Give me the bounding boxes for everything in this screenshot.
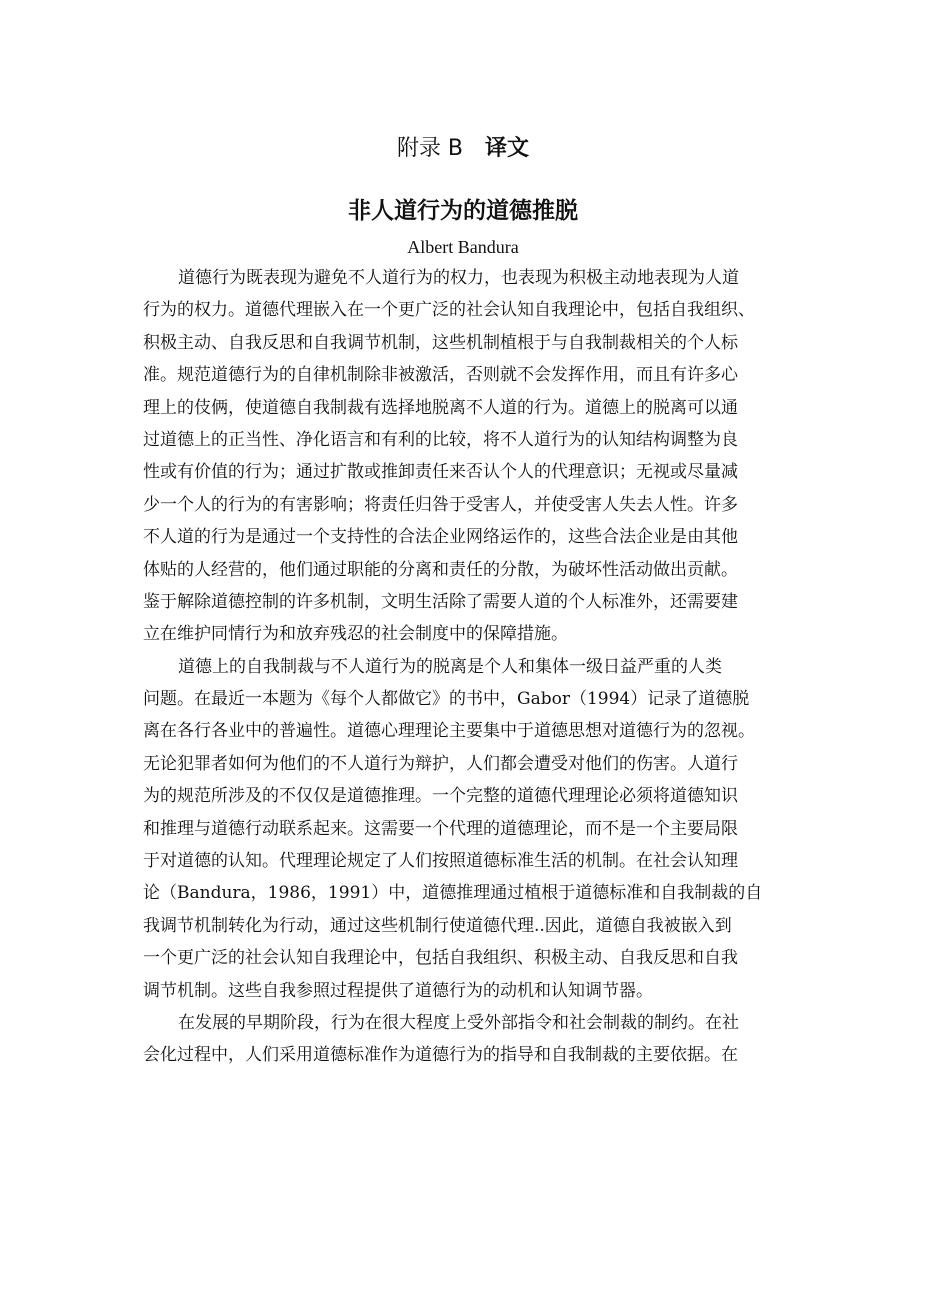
body-line: 问题。在最近一本题为《每个人都做它》的书中，Gabor（1994）记录了道德脱 bbox=[143, 689, 750, 710]
body-line: 立在维护同情行为和放弃残忍的社会制度中的保障措施。 bbox=[143, 624, 568, 645]
body-line: 道德上的自我制裁与不人道行为的脱离是个人和集体一级日益严重的人类 bbox=[178, 656, 722, 677]
body-line: 行为的权力。道德代理嵌入在一个更广泛的社会认知自我理论中，包括自我组织、 bbox=[143, 300, 755, 321]
body-line: 鉴于解除道德控制的许多机制，文明生活除了需要人道的个人标准外，还需要建 bbox=[143, 591, 738, 612]
body-line: 积极主动、自我反思和自我调节机制，这些机制植根于与自我制裁相关的个人标 bbox=[143, 332, 738, 353]
body-line: 我调节机制转化为行动，通过这些机制行使道德代理..因此，道德自我被嵌入到 bbox=[143, 915, 732, 936]
body-text bbox=[143, 262, 793, 1072]
body-line: 性或有价值的行为；通过扩散或推卸责任来否认个人的代理意识；无视或尽量减 bbox=[143, 462, 738, 483]
body-line: 体贴的人经营的，他们通过职能的分离和责任的分散，为破坏性活动做出贡献。 bbox=[143, 559, 738, 580]
body-line: 一个更广泛的社会认知自我理论中，包括自我组织、积极主动、自我反思和自我 bbox=[143, 948, 738, 969]
body-line: 和推理与道德行动联系起来。这需要一个代理的道德理论，而不是一个主要局限 bbox=[143, 818, 738, 839]
body-line: 离在各行各业中的普遍性。道德心理理论主要集中于道德思想对道德行为的忽视。 bbox=[143, 721, 755, 742]
body-line: 过道德上的正当性、净化语言和有利的比较，将不人道行为的认知结构调整为良 bbox=[143, 429, 738, 450]
article-author: Albert Bandura bbox=[407, 237, 519, 257]
body-line: 道德行为既表现为避免不人道行为的权力，也表现为积极主动地表现为人道 bbox=[178, 268, 739, 288]
appendix-heading bbox=[0, 133, 926, 165]
body-line: 会化过程中，人们采用道德标准作为道德行为的指导和自我制裁的主要依据。在 bbox=[143, 1045, 738, 1066]
body-line: 在发展的早期阶段，行为在很大程度上受外部指令和社会制裁的制约。在社 bbox=[178, 1012, 739, 1033]
body-line: 于对道德的认知。代理理论规定了人们按照道德标准生活的机制。在社会认知理 bbox=[143, 851, 738, 872]
body-line: 调节机制。这些自我参照过程提供了道德行为的动机和认知调节器。 bbox=[143, 980, 653, 1001]
body-line: 不人道的行为是通过一个支持性的合法企业网络运作的，这些合法企业是由其他 bbox=[143, 527, 738, 548]
body-line: 理上的伎俩，使道德自我制裁有选择地脱离不人道的行为。道德上的脱离可以通 bbox=[143, 397, 738, 418]
body-line: 无论犯罪者如何为他们的不人道行为辩护，人们都会遭受对他们的伤害。人道行 bbox=[143, 753, 738, 774]
body-line: 少一个人的行为的有害影响；将责任归咎于受害人，并使受害人失去人性。许多 bbox=[143, 494, 738, 515]
appendix-label: 附录 B bbox=[396, 136, 464, 161]
body-line: 论（Bandura，1986，1991）中，道德推理通过植根于道德标准和自我制裁的自 bbox=[143, 883, 763, 904]
article-title: 非人道行为的道德推脱 bbox=[348, 198, 578, 224]
body-line: 准。规范道德行为的自律机制除非被激活，否则就不会发挥作用，而且有许多心 bbox=[143, 365, 738, 386]
body-line: 为的规范所涉及的不仅仅是道德推理。一个完整的道德代理理论必须将道德知识 bbox=[143, 786, 738, 807]
appendix-name: 译文 bbox=[485, 136, 530, 161]
